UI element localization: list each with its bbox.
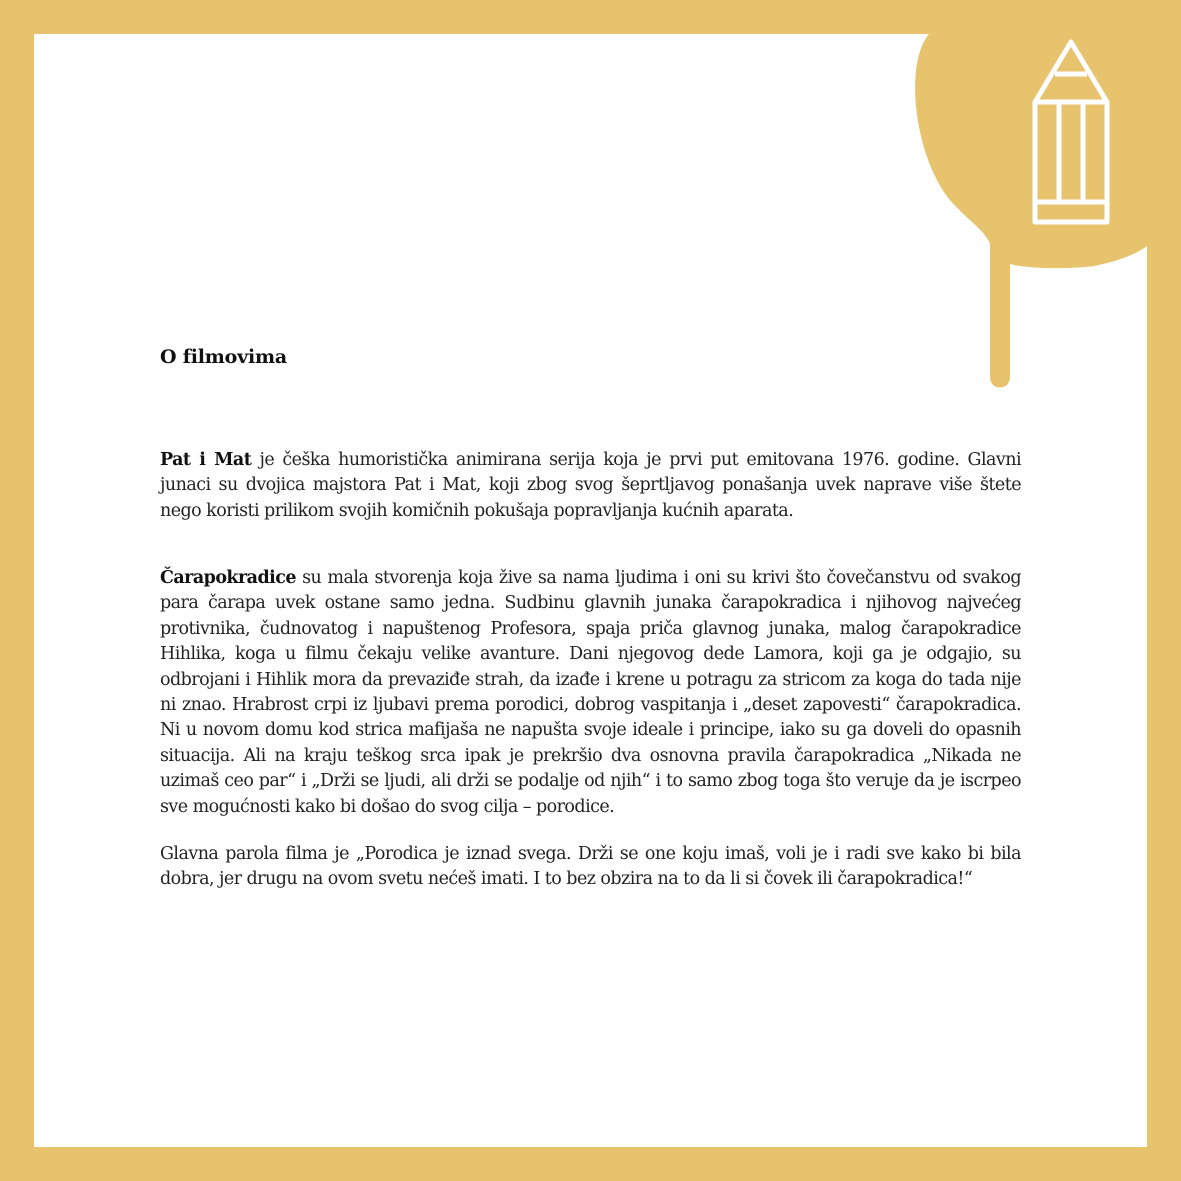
paragraph-lead: Čarapokradice — [160, 568, 296, 588]
paragraph-text: su mala stvorenja koja žive sa nama ljudima i oni su krivi što čovečanstvu od svakog para čarapa uvek ostane samo jedna. Sudbinu glavnih junaka čarapokradica i njihovog najvećeg protivnika, čudnovatog i napuštenog Profesora, spaja priča glavnog junaka, malog čarapokradice Hihlika, koga u filmu čekaju velike avanture. Dani njegovog dede Lamora, koji ga je odgajio, su odbrojani i Hihlik mora da prevaziđe strah, da izađe i krene u potragu za stricom za koga do tada nije ni znao. Hrabrost crpi iz ljubavi prema porodici, dobrog vaspitanja i „deset zapovesti“ čarapokradica. Ni u novom domu kod strica mafijaša ne napušta svoje ideale i principe, iako su ga doveli do opasnih situacija. Ali na kraju teškog srca ipak je prekršio dva osnovna pravila čarapokradica „Nikada ne uzimaš ceo par“ i „Drži se ljudi, ali drži se podalje od njih“ i to samo zbog toga što veruje da je iscrpeo sve mogućnosti kako bi došao do svog cilja – porodice. — [160, 568, 1021, 817]
page-frame — [34, 34, 1147, 1147]
pencil-icon — [1029, 38, 1113, 226]
page-title: O filmovima — [160, 346, 288, 368]
paragraph-motto — [160, 842, 1021, 893]
paragraph-pat-i-mat — [160, 448, 1021, 524]
paragraph-lead: Pat i Mat — [160, 450, 252, 470]
paragraph-text: je češka humoristička animirana serija koja je prvi put emitovana 1976. godine. Glavni junaci su dvojica majstora Pat i Mat, koji zbog svog šeprtljavog ponašanja uvek naprave više štete nego koristi prilikom svojih komičnih pokušaja popravljanja kućnih aparata. — [160, 450, 1022, 521]
paragraph-text: Glavna parola filma je „Porodica je iznad svega. Drži se one koju imaš, voli je i radi sve kako bi bila dobra, jer drugu na ovom svetu nećeš imati. I to bez obzira na to da li si čovek ili čarapokradica!“ — [160, 844, 1021, 890]
paragraph-carapokradice — [160, 566, 1021, 820]
